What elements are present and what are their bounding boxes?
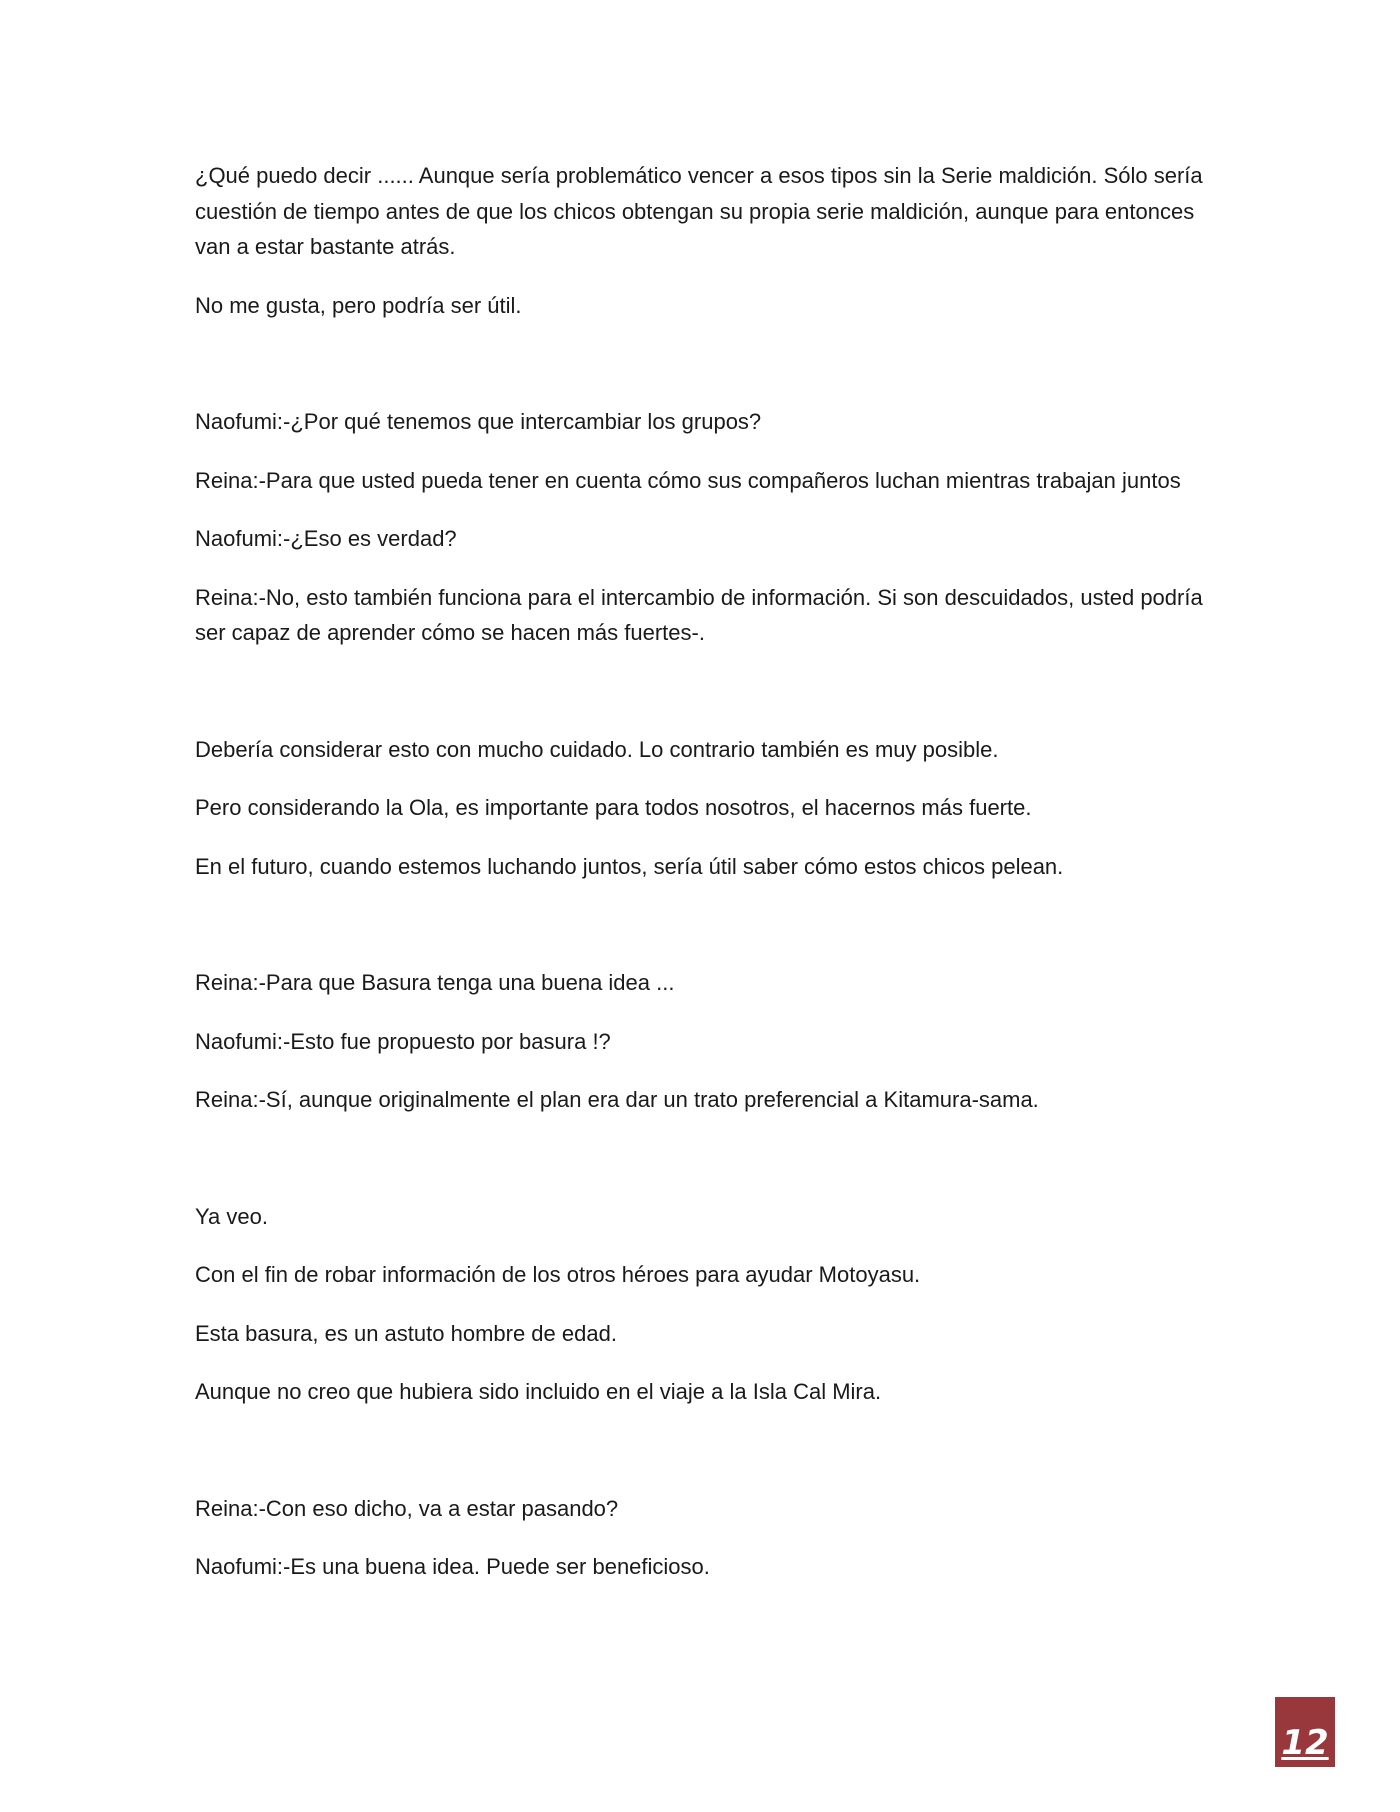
page-number: 12 xyxy=(1281,1723,1329,1763)
paragraph: Pero considerando la Ola, es importante para todos nosotros, el hacernos más fuerte. xyxy=(195,795,1032,820)
dialogue-line: Naofumi:-¿Por qué tenemos que intercambiar los grupos? xyxy=(195,409,762,434)
paragraph: En el futuro, cuando estemos luchando juntos, sería útil saber cómo estos chicos pelean. xyxy=(195,853,1064,879)
paragraph: Aunque no creo que hubiera sido incluido en el viaje a la Isla Cal Mira. xyxy=(195,1379,882,1404)
dialogue-line: Reina:-Con eso dicho, va a estar pasando? xyxy=(195,1495,619,1521)
dialogue-line: Reina:-Para que Basura tenga una buena idea ... xyxy=(195,970,675,995)
dialogue-line: Naofumi:-Esto fue propuesto por basura !? xyxy=(195,1028,611,1054)
paragraph: ¿Qué puedo decir ...... Aunque sería problemático vencer a esos tipos sin la Serie maldición. Sólo sería cuestión de tiempo antes de que los chicos obtengan su propia serie maldición, aunque para entonces van a estar bastante atrás. xyxy=(195,163,1203,259)
paragraph: Esta basura, es un astuto hombre de edad. xyxy=(195,1320,617,1346)
dialogue-line: Reina:-Para que usted pueda tener en cuenta cómo sus compañeros luchan mientras trabajan juntos xyxy=(195,467,1181,493)
section-gap xyxy=(195,674,1225,732)
dialogue-line: Reina:-No, esto también funciona para el intercambio de información. Si son descuidados, usted podría ser capaz de aprender cómo se hacen más fuertes-. xyxy=(195,584,1203,645)
document-body xyxy=(195,158,1225,1608)
dialogue-line: Naofumi:-¿Eso es verdad? xyxy=(195,526,457,551)
paragraph: Con el fin de robar información de los otros héroes para ayudar Motoyasu. xyxy=(195,1262,921,1287)
dialogue-line: Reina:-Sí, aunque originalmente el plan era dar un trato preferencial a Kitamura-sama. xyxy=(195,1087,1039,1112)
section-gap xyxy=(195,346,1225,404)
dialogue-line: Naofumi:-Es una buena idea. Puede ser beneficioso. xyxy=(195,1554,710,1579)
section-gap xyxy=(195,1433,1225,1491)
paragraph: No me gusta, pero podría ser útil. xyxy=(195,292,522,318)
paragraph: Ya veo. xyxy=(195,1203,268,1229)
section-gap xyxy=(195,907,1225,965)
paragraph: Debería considerar esto con mucho cuidado. Lo contrario también es muy posible. xyxy=(195,736,999,762)
section-gap xyxy=(195,1141,1225,1199)
page-number-badge xyxy=(1275,1697,1335,1767)
